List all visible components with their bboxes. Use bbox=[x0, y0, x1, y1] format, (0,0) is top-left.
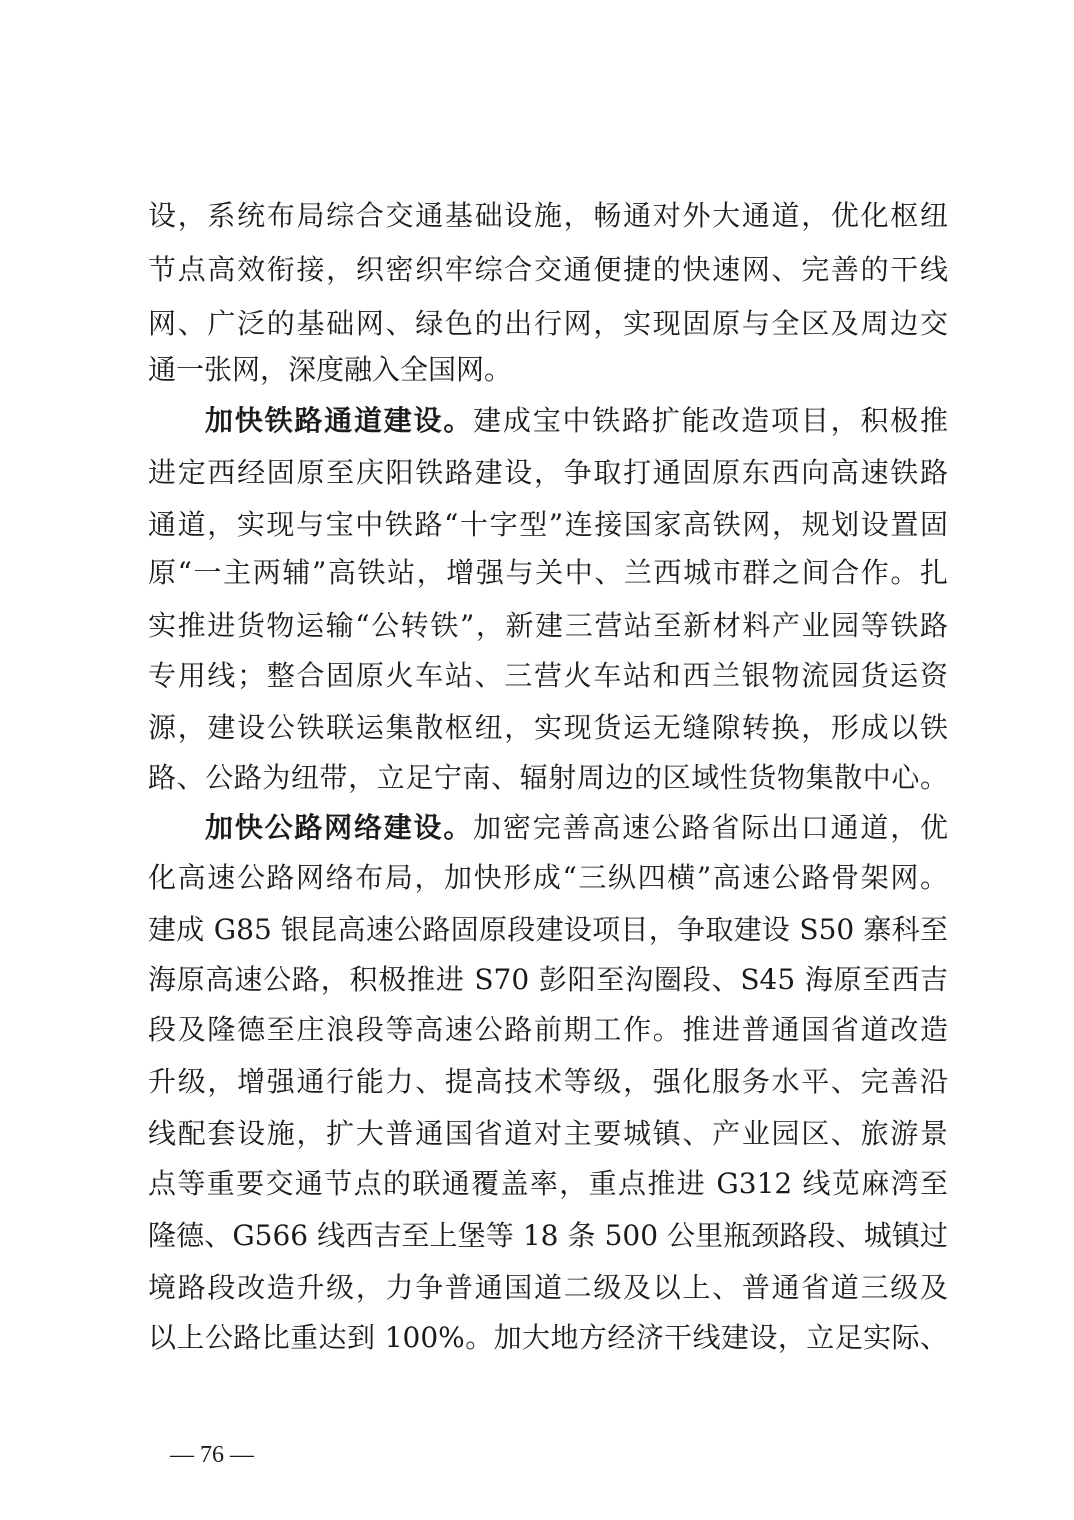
text-line: 进定西经固原至庆阳铁路建设，争取打通固原东西向高速铁路 bbox=[148, 456, 948, 489]
text-line: 网、广泛的基础网、绿色的出行网，实现固原与全区及周边交 bbox=[148, 307, 948, 340]
text-line: 原“一主两辅”高铁站，增强与关中、兰西城市群之间合作。扎 bbox=[148, 556, 948, 589]
text-line: 通道，实现与宝中铁路“十字型”连接国家高铁网，规划设置固 bbox=[148, 508, 948, 541]
text-line: 升级，增强通行能力、提高技术等级，强化服务水平、完善沿 bbox=[148, 1065, 948, 1098]
paragraph-first-line bbox=[205, 810, 948, 850]
paragraph-first-line-text: 加密完善高速公路省际出口通道，优 bbox=[473, 811, 948, 844]
text-line: 建成 G85 银昆高速公路固原段建设项目，争取建设 S50 寨科至 bbox=[148, 913, 948, 946]
paragraph-first-line-text: 建成宝中铁路扩能改造项目，积极推 bbox=[473, 404, 948, 437]
text-line: 通一张网，深度融入全国网。 bbox=[148, 353, 513, 386]
page-number: — 76 — bbox=[170, 1442, 254, 1468]
text-line: 专用线；整合固原火车站、三营火车站和西兰银物流园货运资 bbox=[148, 659, 948, 692]
paragraph-first-line bbox=[205, 403, 948, 443]
paragraph-lead-heading: 加快铁路通道建设。 bbox=[205, 404, 474, 437]
text-line: 线配套设施，扩大普通国省道对主要城镇、产业园区、旅游景 bbox=[148, 1117, 948, 1150]
text-line: 隆德、G566 线西吉至上堡等 18 条 500 公里瓶颈路段、城镇过 bbox=[148, 1219, 948, 1252]
text-line: 路、公路为纽带，立足宁南、辐射周边的区域性货物集散中心。 bbox=[148, 761, 948, 794]
paragraph-lead-heading: 加快公路网络建设。 bbox=[205, 811, 474, 844]
text-line: 设，系统布局综合交通基础设施，畅通对外大通道，优化枢纽 bbox=[148, 199, 948, 232]
text-line: 化高速公路网络布局，加快形成“三纵四横”高速公路骨架网。 bbox=[148, 861, 948, 894]
text-line: 段及隆德至庄浪段等高速公路前期工作。推进普通国省道改造 bbox=[148, 1013, 948, 1046]
text-line: 节点高效衔接，织密织牢综合交通便捷的快速网、完善的干线 bbox=[148, 253, 948, 286]
text-line: 点等重要交通节点的联通覆盖率，重点推进 G312 线苋麻湾至 bbox=[148, 1167, 948, 1200]
text-line: 源，建设公铁联运集散枢纽，实现货运无缝隙转换，形成以铁 bbox=[148, 711, 948, 744]
text-line: 境路段改造升级，力争普通国道二级及以上、普通省道三级及 bbox=[148, 1271, 948, 1304]
text-line: 海原高速公路，积极推进 S70 彭阳至沟圈段、S45 海原至西吉 bbox=[148, 963, 948, 996]
text-line: 实推进货物运输“公转铁”，新建三营站至新材料产业园等铁路 bbox=[148, 609, 948, 642]
text-line: 以上公路比重达到 100%。加大地方经济干线建设，立足实际、 bbox=[148, 1321, 948, 1354]
